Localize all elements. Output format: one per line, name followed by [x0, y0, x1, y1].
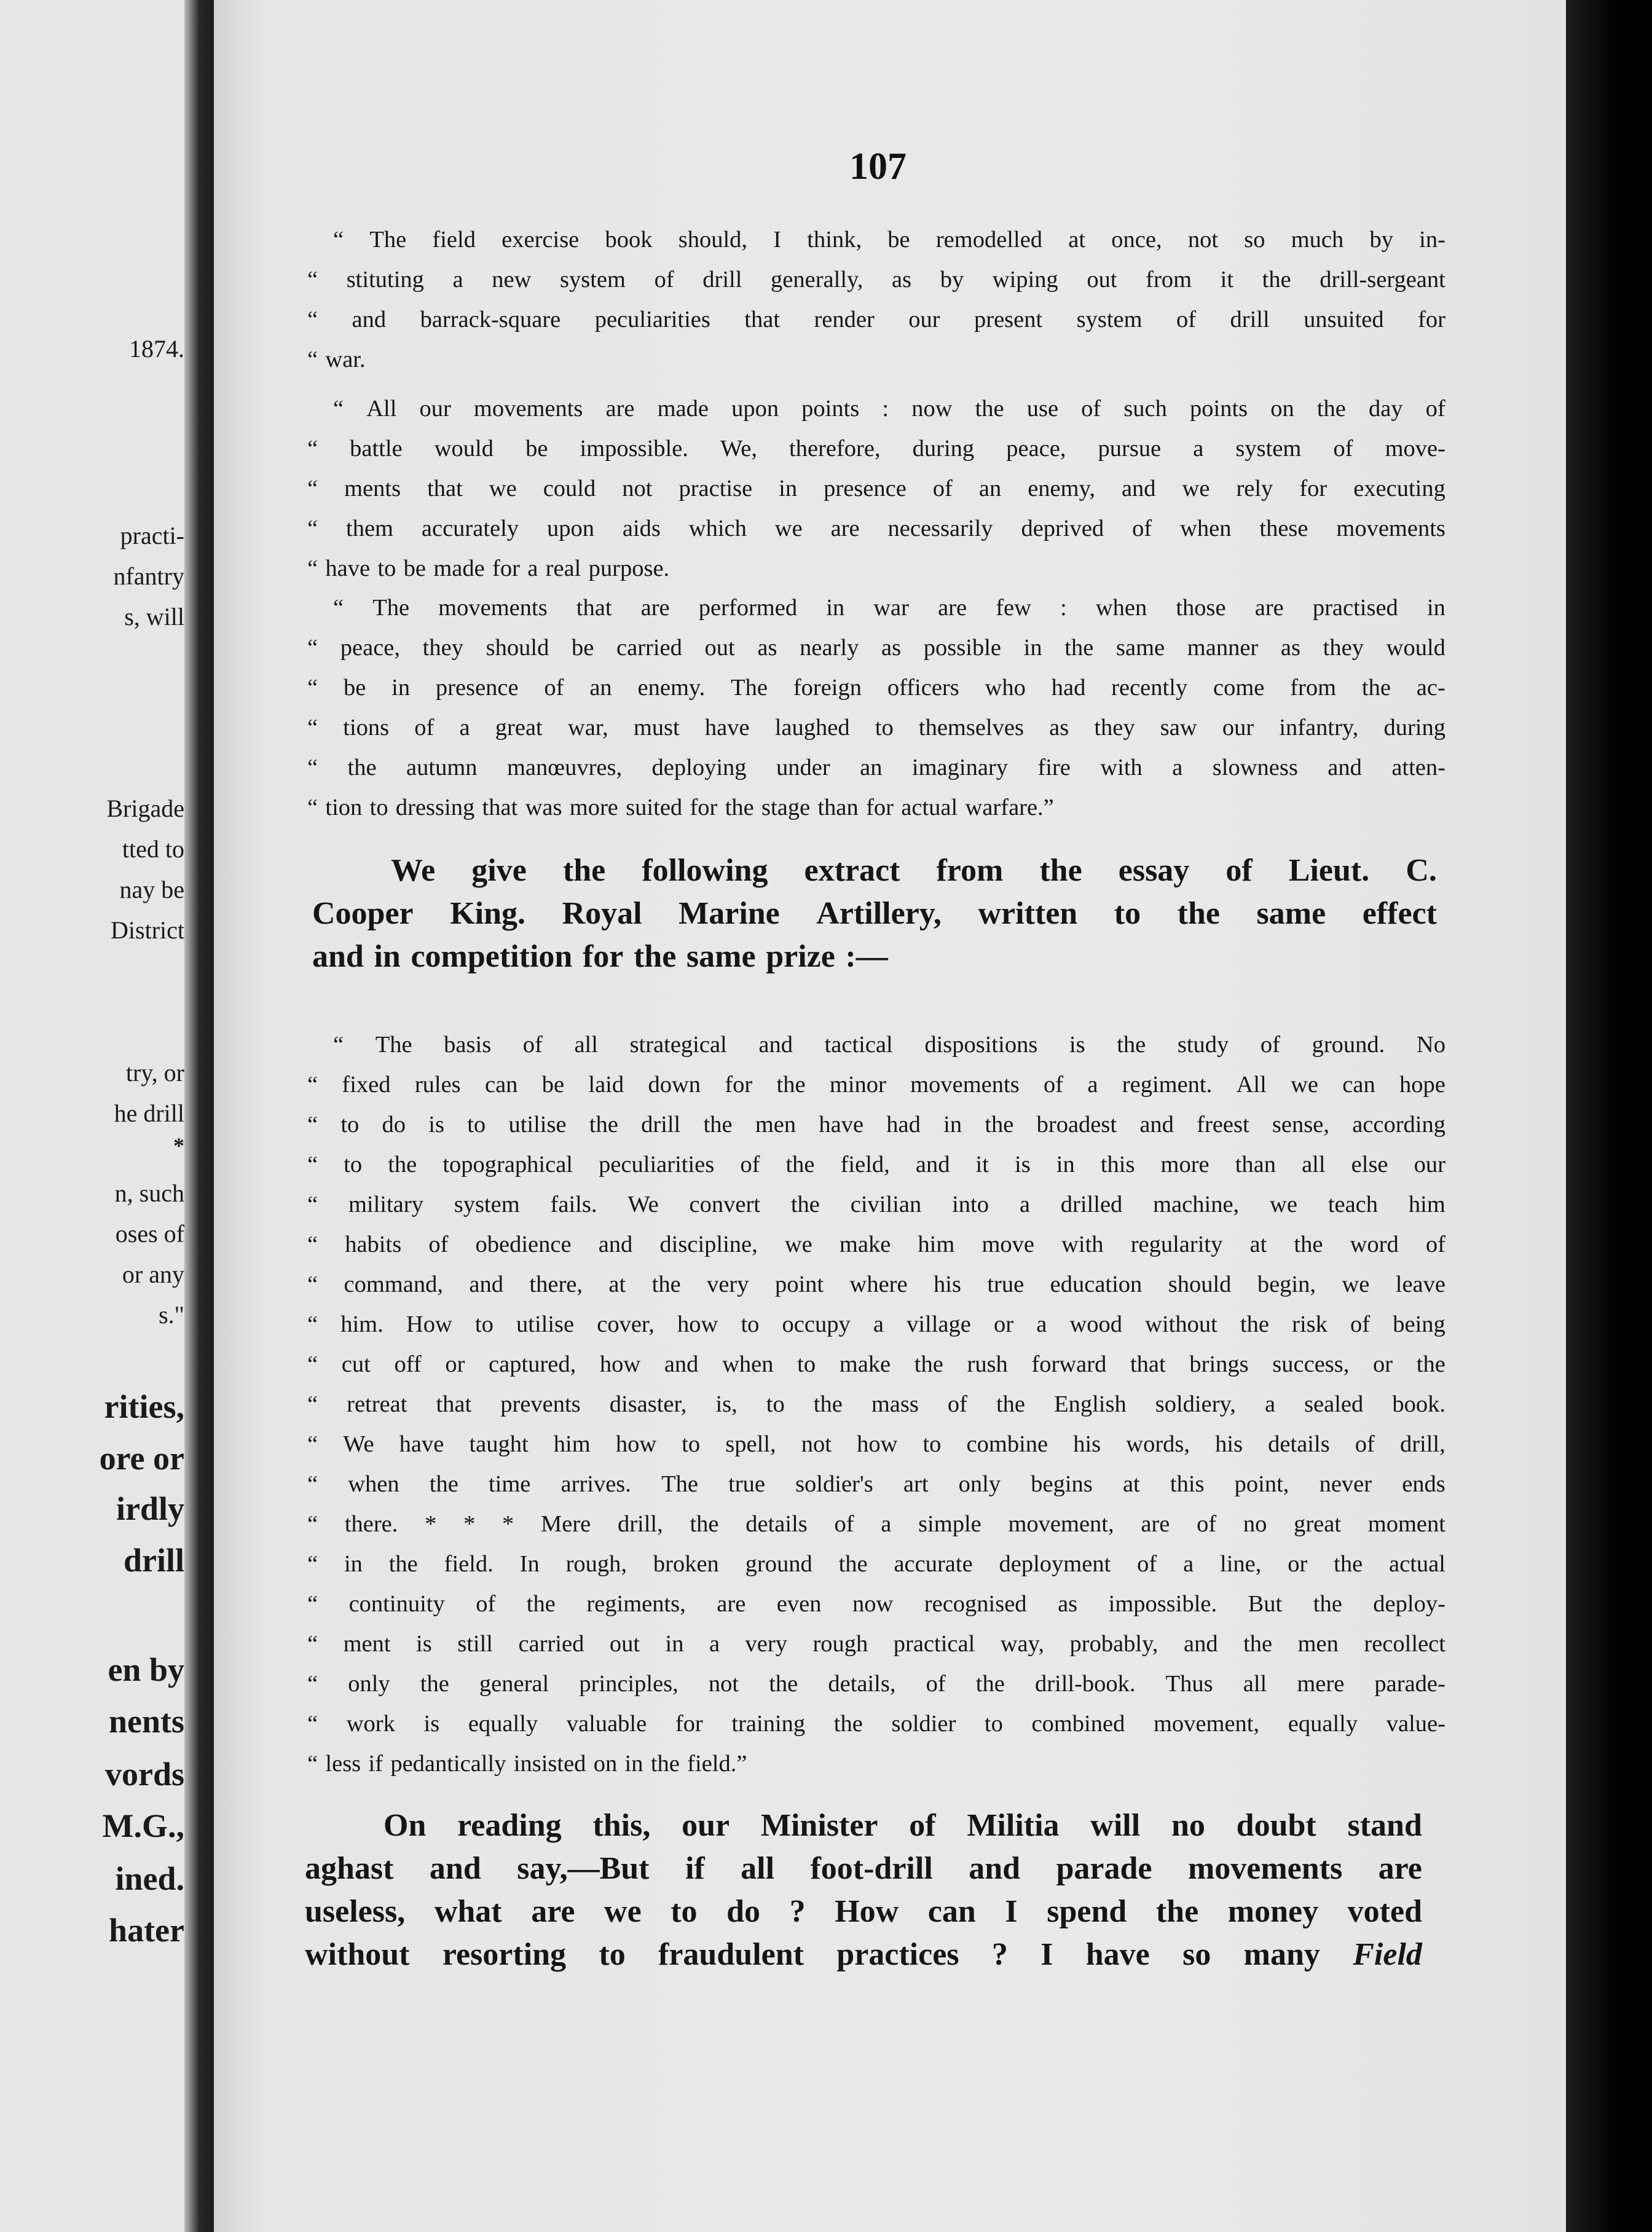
text-line: aghast and say,—But if all foot-drill and parade movements are [305, 1851, 1422, 1886]
text-line: “ battle would be impossible. We, therefore, during peace, pursue a system of move- [307, 436, 1446, 462]
text-line: “ The field exercise book should, I think, be remodelled at once, not so much by in- [333, 227, 1446, 253]
facing-page-line: nfantry [113, 562, 184, 590]
intro-paragraph [312, 849, 1437, 978]
quote-movements-points [307, 389, 1446, 589]
text-line: “ tions of a great war, must have laughed to themselves as they saw our infantry, during [307, 715, 1446, 741]
text-line: “ have to be made for a real purpose. [307, 556, 670, 581]
text-line: “ The movements that are performed in war are few : when those are practised in [333, 595, 1446, 621]
text-line: “ stituting a new system of drill generally, as by wiping out from it the drill-sergeant [307, 267, 1446, 293]
facing-page-line: 1874. [129, 335, 184, 363]
quote-movements-war [307, 588, 1446, 828]
text-line: and in competition for the same prize :— [312, 939, 888, 974]
text-line: “ when the time arrives. The true soldier's art only begins at this point, never ends [307, 1471, 1446, 1497]
facing-page-line: tted to [122, 835, 184, 863]
facing-page-line: ined. [115, 1860, 184, 1897]
facing-page-line: he drill [114, 1099, 184, 1127]
text-line: “ peace, they should be carried out as nearly as possible in the same manner as they would [307, 635, 1446, 661]
text-line: “ continuity of the regiments, are even now recognised as impossible. But the deploy- [307, 1591, 1446, 1617]
text-line: “ in the field. In rough, broken ground the accurate deployment of a line, or the actual [307, 1551, 1446, 1577]
text-line: “ work is equally valuable for training the soldier to combined movement, equally value- [307, 1711, 1446, 1737]
facing-page-line: vords [104, 1756, 184, 1793]
facing-page-line: District [111, 916, 184, 944]
facing-page-line: nay be [119, 876, 184, 903]
text-line: On reading this, our Minister of Militia will no doubt stand [384, 1808, 1422, 1843]
text-line: “ only the general principles, not the details, of the drill-book. Thus all mere parade- [307, 1671, 1446, 1697]
text-line: “ to the topographical peculiarities of the field, and it is in this more than all else our [307, 1152, 1446, 1177]
facing-page-line: * [173, 1133, 184, 1158]
text-line: “ him. How to utilise cover, how to occupy a village or a wood without the risk of being [307, 1311, 1446, 1337]
text-line: “ there. * * * Mere drill, the details of a simple movement, are of no great moment [307, 1511, 1446, 1537]
facing-page-line: ore or [99, 1440, 184, 1477]
page-edge [1566, 0, 1652, 2232]
closing-paragraph [305, 1804, 1422, 1976]
text-line: “ We have taught him how to spell, not how to combine his words, his details of drill, [307, 1431, 1446, 1457]
facing-page-line: n, such [114, 1179, 184, 1207]
text-line: “ and barrack-square peculiarities that render our present system of drill unsuited for [307, 307, 1446, 332]
text-line: “ All our movements are made upon points : now the use of such points on the day of [333, 396, 1446, 422]
facing-page-line: practi- [120, 522, 184, 549]
text-line: “ less if pedantically insisted on in the field.” [307, 1751, 747, 1777]
text-line: “ them accurately upon aids which we are necessarily deprived of when these movements [307, 516, 1446, 541]
text-line: We give the following extract from the essay of Lieut. C. [391, 853, 1437, 888]
text-line: without resorting to fraudulent practices ? I have so many Field [305, 1933, 1422, 1976]
text-line: “ retreat that prevents disaster, is, to the mass of the English soldiery, a sealed book. [307, 1391, 1446, 1417]
text-line: “ ments that we could not practise in presence of an enemy, and we rely for executing [307, 476, 1446, 501]
facing-page-line: oses of [115, 1220, 184, 1248]
facing-page-line: drill [123, 1542, 184, 1579]
facing-page-line: try, or [125, 1059, 184, 1087]
text-line: “ the autumn manœuvres, deploying under an imaginary fire with a slowness and atten- [307, 755, 1446, 780]
quote-cooper-king [307, 1025, 1446, 1784]
quote-field-exercise [307, 220, 1446, 380]
text-line: “ ment is still carried out in a very rough practical way, probably, and the men recollect [307, 1631, 1446, 1657]
text-line: “ war. [307, 347, 366, 372]
text-line: “ fixed rules can be laid down for the minor movements of a regiment. All we can hope [307, 1072, 1446, 1098]
facing-page-line: irdly [116, 1490, 184, 1527]
text-line: “ cut off or captured, how and when to make the rush forward that brings success, or the [307, 1351, 1446, 1377]
facing-page-line: Brigade [106, 795, 184, 822]
page-number: 107 [849, 146, 907, 187]
trailing-italic-word: Field [1353, 1937, 1422, 1972]
facing-page-line: nents [108, 1703, 184, 1740]
facing-page-line: en by [108, 1651, 184, 1688]
facing-page-line: s." [159, 1301, 184, 1329]
text-line: “ The basis of all strategical and tactical dispositions is the study of ground. No [333, 1032, 1446, 1058]
facing-page-line: M.G., [102, 1807, 184, 1844]
text-line: “ tion to dressing that was more suited for the stage than for actual warfare.” [307, 795, 1054, 820]
text-line: “ habits of obedience and discipline, we make him move with regularity at the word of [307, 1232, 1446, 1257]
facing-page-line: s, will [124, 603, 184, 631]
facing-page-line: or any [122, 1260, 184, 1288]
text-line: “ to do is to utilise the drill the men have had in the broadest and freest sense, according [307, 1112, 1446, 1138]
facing-page-line: rities, [104, 1388, 184, 1425]
text-line: “ be in presence of an enemy. The foreign officers who had recently come from the ac- [307, 675, 1446, 701]
text-line: Cooper King. Royal Marine Artillery, written to the same effect [312, 896, 1437, 931]
text-line: “ military system fails. We convert the civilian into a drilled machine, we teach him [307, 1192, 1446, 1217]
facing-page-line: hater [109, 1912, 184, 1949]
text-line: “ command, and there, at the very point where his true education should begin, we leave [307, 1271, 1446, 1297]
text-line: useless, what are we to do ? How can I spend the money voted [305, 1894, 1422, 1929]
